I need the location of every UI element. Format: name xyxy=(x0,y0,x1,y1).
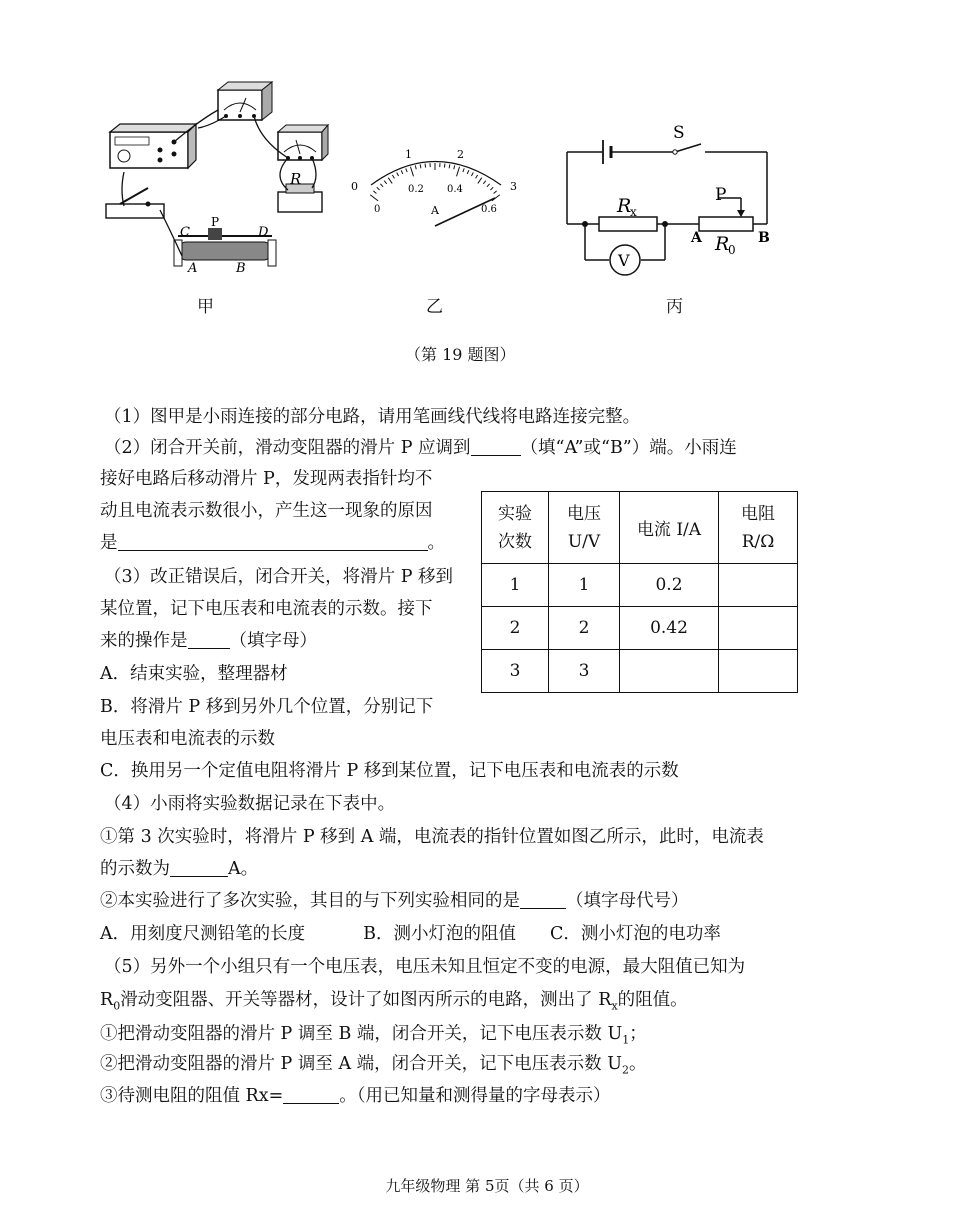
dial-tick xyxy=(384,181,386,184)
dial-tick xyxy=(415,165,416,169)
q4-option-b: B．测小灯泡的阻值 xyxy=(363,924,517,944)
end-b-label: B xyxy=(758,230,770,246)
dial-tick xyxy=(401,170,403,174)
q4-option-a: A．用刻度尺测铅笔的长度 xyxy=(100,924,306,944)
rx-label: R xyxy=(617,195,632,217)
dial-top-1: 1 xyxy=(405,148,412,161)
dial-tick xyxy=(494,191,497,194)
q3-line3: 来的操作是 （填字母） xyxy=(100,631,317,651)
q4-2-blank xyxy=(520,890,566,909)
q4-1-line1: ①第 3 次实验时，将滑片 P 移到 A 端，电流表的指针位置如图乙所示，此时，电流表 xyxy=(100,827,764,847)
switch-label: S xyxy=(673,123,685,143)
dial-tick xyxy=(478,178,482,184)
q3-line2: 某位置，记下电压表和电流表的示数。接下 xyxy=(100,599,433,619)
dial-tick xyxy=(380,184,383,187)
dial-tick xyxy=(483,181,485,184)
r0-sub: 0 xyxy=(728,243,736,257)
terminal-p: P xyxy=(211,215,220,229)
figure-caption: （第 19 题图） xyxy=(405,345,516,364)
row2-current: 0.42 xyxy=(620,607,719,650)
row2-trial: 2 xyxy=(482,607,549,650)
header-resistance: 电阻 R/Ω xyxy=(719,492,798,564)
dial-tick xyxy=(392,175,394,178)
dial-tick xyxy=(377,187,380,190)
q4-2-line: ②本实验进行了多次实验，其目的与下列实验相同的是 （填字母代号） xyxy=(100,891,689,911)
data-table xyxy=(481,491,798,693)
dial-tick xyxy=(476,175,478,178)
slider-label: P xyxy=(715,185,727,205)
figure-bing-circuit xyxy=(555,118,785,288)
dial-top-2: 2 xyxy=(457,148,464,161)
dial-tick xyxy=(449,164,450,168)
dial-tick xyxy=(467,170,469,174)
q5-line1: （5）另外一个小组只有一个电压表，电压未知且恒定不变的电源，最大阻值已知为 xyxy=(104,957,746,977)
dial-tick xyxy=(471,172,473,176)
figure-yi-ammeter-dial xyxy=(345,140,525,240)
dial-tick xyxy=(388,178,392,184)
dial-tick xyxy=(370,195,378,201)
q3-blank xyxy=(188,630,230,649)
q4-current-blank xyxy=(170,858,228,877)
voltmeter-icon xyxy=(278,125,328,160)
dial-bottom-3: 0.6 xyxy=(481,204,497,215)
q2-line3: 动且电流表示数很小，产生这一现象的原因 xyxy=(100,501,433,521)
row1-voltage: 1 xyxy=(549,564,620,607)
q4-option-c: C．测小灯泡的电功率 xyxy=(550,924,721,944)
q3-option-b2: 电压表和电流表的示数 xyxy=(100,729,275,749)
q5-line2: $R_0$滑动变阻器、开关等器材，设计了如图丙所示的电路，测出了 $R_x$的阻值。 xyxy=(100,990,688,1013)
q4-1-line2: 的示数为 A。 xyxy=(100,859,259,879)
row1-resistance xyxy=(719,564,798,607)
row3-voltage: 3 xyxy=(549,650,620,693)
dial-tick xyxy=(457,167,460,177)
dial-tick xyxy=(397,172,399,176)
page-footer: 九年级物理 第 5页（共 6 页） xyxy=(385,1177,589,1195)
row1-trial: 1 xyxy=(482,564,549,607)
rx-sub: x xyxy=(630,205,637,219)
figure-yi-label: 乙 xyxy=(426,297,443,317)
q3-option-c: C．换用另一个定值电阻将滑片 P 移到某位置，记下电压表和电流表的示数 xyxy=(100,761,679,781)
dial-tick xyxy=(373,191,376,194)
q2-line1: （2）闭合开关前，滑动变阻器的滑片 P 应调到 （填“A”或“B”）端。小雨连 xyxy=(104,438,737,458)
q5-step3: ③待测电阻的阻值 Rx= 。（用已知量和测得量的字母表示） xyxy=(100,1086,611,1106)
terminal-b: B xyxy=(236,261,246,276)
terminal-d: D xyxy=(258,225,269,240)
row3-current xyxy=(620,650,719,693)
dial-tick xyxy=(410,167,413,177)
r0-label: R xyxy=(715,233,730,255)
dial-tick xyxy=(463,168,464,172)
q4-options xyxy=(100,922,721,946)
dial-bottom-2: 0.4 xyxy=(447,184,463,195)
end-a-label: A xyxy=(691,230,702,246)
q2-reason-blank xyxy=(118,532,428,551)
header-trial: 实验 次数 xyxy=(482,492,549,564)
q4-text: （4）小雨将实验数据记录在下表中。 xyxy=(104,794,396,814)
power-supply-icon xyxy=(110,124,196,168)
header-voltage: 电压 U/V xyxy=(549,492,620,564)
dial-bottom-1: 0.2 xyxy=(408,184,424,195)
dial-tick xyxy=(406,168,407,172)
resistor-label: R xyxy=(290,170,302,188)
q3-option-b1: B．将滑片 P 移到另外几个位置，分别记下 xyxy=(100,697,434,717)
dial-tick xyxy=(487,184,490,187)
dial-unit: A xyxy=(431,204,439,217)
q5-step2: ②把滑动变阻器的滑片 P 调至 A 端，闭合开关，记下电压表示数 $U_2$。 xyxy=(100,1054,647,1077)
table-header-row xyxy=(482,492,798,564)
voltmeter-label: V xyxy=(618,251,630,270)
terminal-c: C xyxy=(180,225,190,240)
dial-tick xyxy=(490,187,493,190)
q2-blank xyxy=(471,437,521,456)
row3-resistance xyxy=(719,650,798,693)
q2-line2: 接好电路后移动滑片 P，发现两表指针均不 xyxy=(100,469,433,489)
dial-tick xyxy=(454,165,455,169)
terminal-a: A xyxy=(188,261,198,276)
q1-text: （1）图甲是小雨连接的部分电路，请用笔画线代线将电路连接完整。 xyxy=(104,407,641,427)
row2-resistance xyxy=(719,607,798,650)
ammeter-icon xyxy=(218,82,272,120)
q5-rx-blank xyxy=(283,1085,339,1104)
q3-line1: （3）改正错误后，闭合开关，将滑片 P 移到 xyxy=(104,567,454,587)
row1-current: 0.2 xyxy=(620,564,719,607)
row2-voltage: 2 xyxy=(549,607,620,650)
figure-jia xyxy=(100,80,340,290)
dial-bottom-0: 0 xyxy=(374,204,381,215)
q2-line4: 是 。 xyxy=(100,533,445,553)
switch-icon xyxy=(106,188,164,218)
table-row xyxy=(482,650,798,693)
dial-tick xyxy=(492,195,500,201)
q5-step1: ①把滑动变阻器的滑片 P 调至 B 端，闭合开关，记下电压表示数 $U_1$； xyxy=(100,1024,647,1047)
dial-top-3: 3 xyxy=(510,180,517,193)
q3-option-a: A．结束实验，整理器材 xyxy=(100,664,288,684)
row3-trial: 3 xyxy=(482,650,549,693)
dial-top-0: 0 xyxy=(351,180,358,193)
figure-bing-label: 丙 xyxy=(666,297,683,317)
table-row xyxy=(482,564,798,607)
header-current: 电流 I/A xyxy=(620,492,719,564)
table-row xyxy=(482,607,798,650)
dial-tick xyxy=(420,164,421,168)
figure-jia-label: 甲 xyxy=(197,297,214,317)
rheostat-icon xyxy=(174,215,276,276)
